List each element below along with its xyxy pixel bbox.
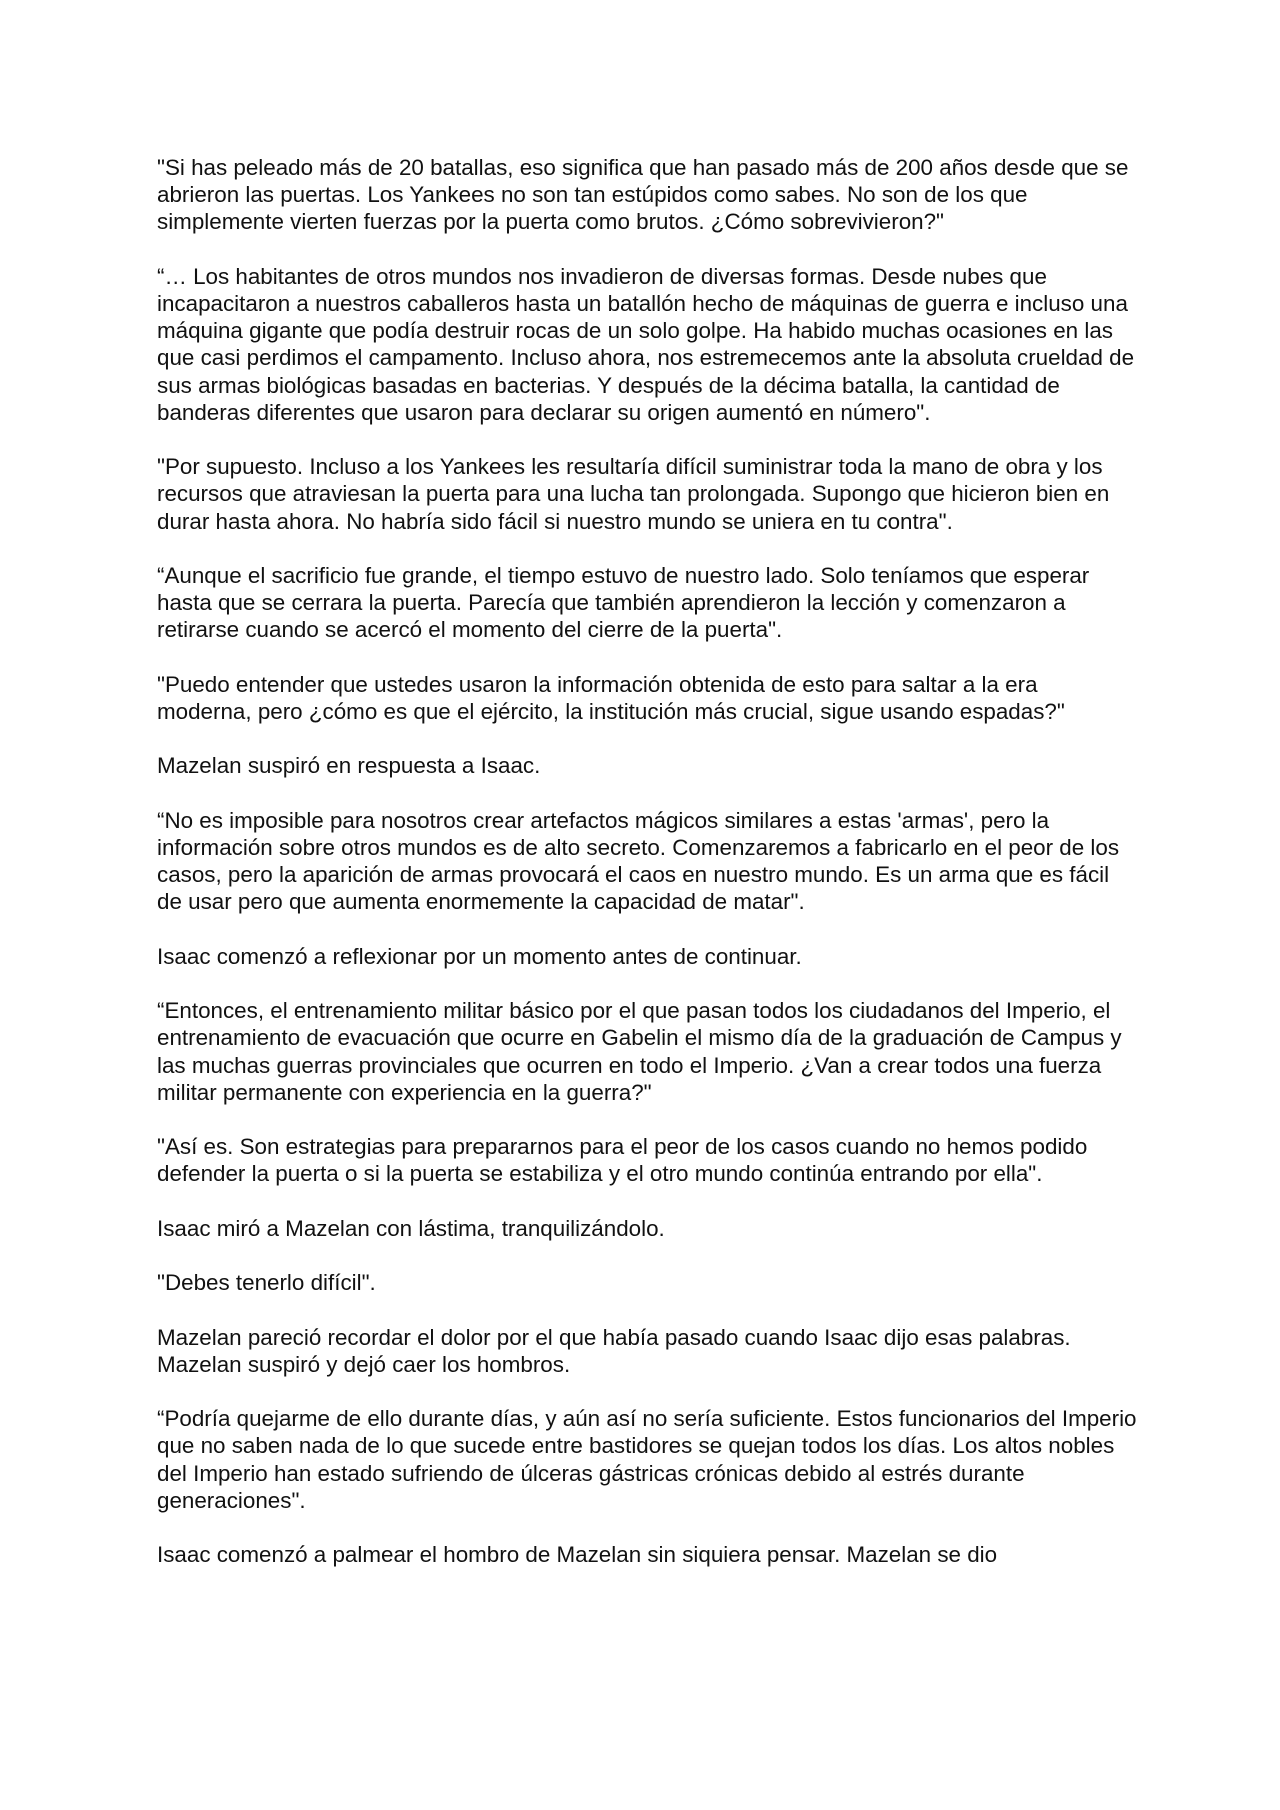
paragraph-12: "Debes tenerlo difícil". [157,1270,376,1296]
paragraph-10: "Así es. Son estrategias para prepararnos para el peor de los casos cuando no hemos podido defender la puerta o si la puerta se estabiliza y el otro mundo continúa entrando por ella". [157,1134,1088,1187]
paragraph-5: "Puedo entender que ustedes usaron la información obtenida de esto para saltar a la era moderna, pero ¿cómo es que el ejército, la institución más crucial, sigue usando espadas?" [157,671,1065,724]
paragraph-8: Isaac comenzó a reflexionar por un momento antes de continuar. [157,943,802,969]
paragraph-14: “Podría quejarme de ello durante días, y aún así no sería suficiente. Estos funcionarios del Imperio que no saben nada de lo que sucede entre bastidores se quejan todos los días. Los altos nobles del Imperio han estado sufriendo de úlceras gástricas crónicas debido al estrés durante generaciones". [157,1406,1137,1513]
document-body [157,154,1137,1568]
paragraph-9: “Entonces, el entrenamiento militar básico por el que pasan todos los ciudadanos del Imperio, el entrenamiento de evacuación que ocurre en Gabelin el mismo día de la graduación de Campus y las muchas guerras provinciales que ocurren en todo el Imperio. ¿Van a crear todos una fuerza militar permanente con experiencia en la guerra?" [157,998,1122,1105]
paragraph-3: "Por supuesto. Incluso a los Yankees les resultaría difícil suministrar toda la mano de obra y los recursos que atraviesan la puerta para una lucha tan prolongada. Supongo que hicieron bien en durar hasta ahora. No habría sido fácil si nuestro mundo se uniera en tu contra". [157,454,1110,534]
paragraph-6: Mazelan suspiró en respuesta a Isaac. [157,753,541,779]
paragraph-11: Isaac miró a Mazelan con lástima, tranquilizándolo. [157,1215,665,1241]
paragraph-1: "Si has peleado más de 20 batallas, eso significa que han pasado más de 200 años desde que se abrieron las puertas. Los Yankees no son tan estúpidos como sabes. No son de los que simplemente vierten fuerzas por la puerta como brutos. ¿Cómo sobrevivieron?" [157,155,1129,235]
paragraph-4: “Aunque el sacrificio fue grande, el tiempo estuvo de nuestro lado. Solo teníamos que esperar hasta que se cerrara la puerta. Parecía que también aprendieron la lección y comenzaron a retirarse cuando se acercó el momento del cierre de la puerta". [157,563,1090,643]
paragraph-7: “No es imposible para nosotros crear artefactos mágicos similares a estas 'armas', pero la información sobre otros mundos es de alto secreto. Comenzaremos a fabricarlo en el peor de los casos, pero la aparición de armas provocará el caos en nuestro mundo. Es un arma que es fácil de usar pero que aumenta enormemente la capacidad de matar". [157,807,1120,915]
paragraph-15: Isaac comenzó a palmear el hombro de Mazelan sin siquiera pensar. Mazelan se dio [157,1542,998,1568]
paragraph-13: Mazelan pareció recordar el dolor por el que había pasado cuando Isaac dijo esas palabras. Mazelan suspiró y dejó caer los hombros. [157,1324,1071,1377]
paragraph-2: “… Los habitantes de otros mundos nos invadieron de diversas formas. Desde nubes que incapacitaron a nuestros caballeros hasta un batallón hecho de máquinas de guerra e incluso una máquina gigante que podía destruir rocas de un solo golpe. Ha habido muchas ocasiones en las que casi perdimos el campamento. Incluso ahora, nos estremecemos ante la absoluta crueldad de sus armas biológicas basadas en bacterias. Y después de la décima batalla, la cantidad de banderas diferentes que usaron para declarar su origen aumentó en número". [157,263,1135,425]
